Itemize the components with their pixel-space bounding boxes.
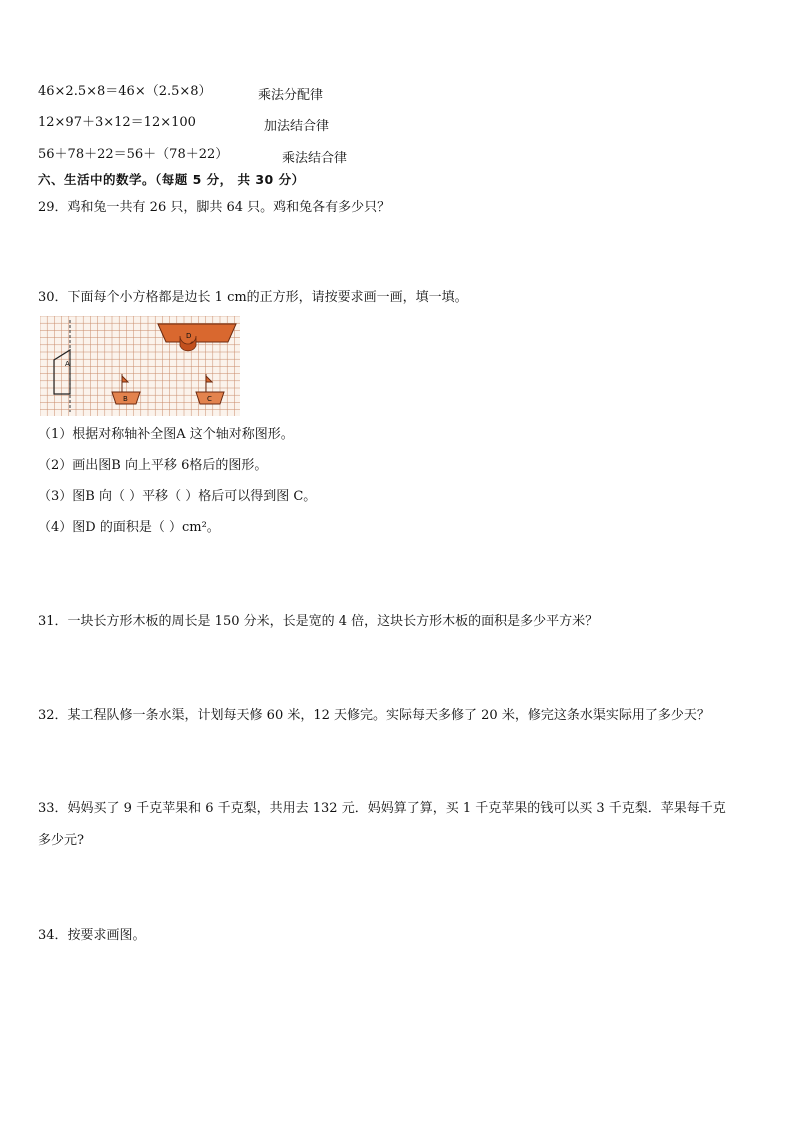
question-30-part-2: （2）画出图B 向上平移 6格后的图形。: [38, 458, 268, 473]
question-34: 34．按要求画图。: [38, 928, 146, 943]
grid-figure: [40, 316, 240, 416]
law-expression-2: 12×97＋3×12＝12×100: [38, 115, 196, 130]
law-expression-3: 56＋78＋22＝56＋（78＋22）: [38, 147, 229, 162]
question-30-title: 30．下面每个小方格都是边长 1 cm的正方形，请按要求画一画，填一填。: [38, 290, 468, 305]
figure-d-label: D: [186, 332, 192, 340]
question-30-part-1: （1）根据对称轴补全图A 这个轴对称图形。: [38, 427, 294, 442]
figure-b-label: B: [123, 395, 128, 403]
question-33-line-2: 多少元?: [38, 833, 84, 848]
question-30-part-3: （3）图B 向（ ）平移（ ）格后可以得到图 C。: [38, 489, 317, 504]
law-name-2: 加法结合律: [264, 119, 330, 134]
question-30-part-4: （4）图D 的面积是（ ）cm²。: [38, 520, 220, 535]
figure-a-label: A: [65, 360, 70, 368]
law-expression-1: 46×2.5×8＝46×（2.5×8）: [38, 84, 212, 99]
question-29: 29．鸡和兔一共有 26 只，脚共 64 只。鸡和兔各有多少只？: [38, 200, 391, 215]
law-name-3: 乘法结合律: [282, 151, 348, 166]
figure-c-label: C: [207, 395, 212, 403]
grid-drawing: [40, 316, 240, 416]
question-33-line-1: 33．妈妈买了 9 千克苹果和 6 千克梨，共用去 132 元．妈妈算了算，买 1 千克苹果的钱可以买 3 千克梨．苹果每千克: [38, 801, 726, 816]
question-31: 31．一块长方形木板的周长是 150 分米，长是宽的 4 倍，这块长方形木板的面积是多少平方米？: [38, 614, 599, 629]
question-32: 32．某工程队修一条水渠，计划每天修 60 米，12 天修完。实际每天多修了 20 米，修完这条水渠实际用了多少天？: [38, 708, 710, 723]
law-name-1: 乘法分配律: [258, 88, 324, 103]
section-heading: 六、生活中的数学。（每题 5 分， 共 30 分）: [38, 172, 305, 187]
